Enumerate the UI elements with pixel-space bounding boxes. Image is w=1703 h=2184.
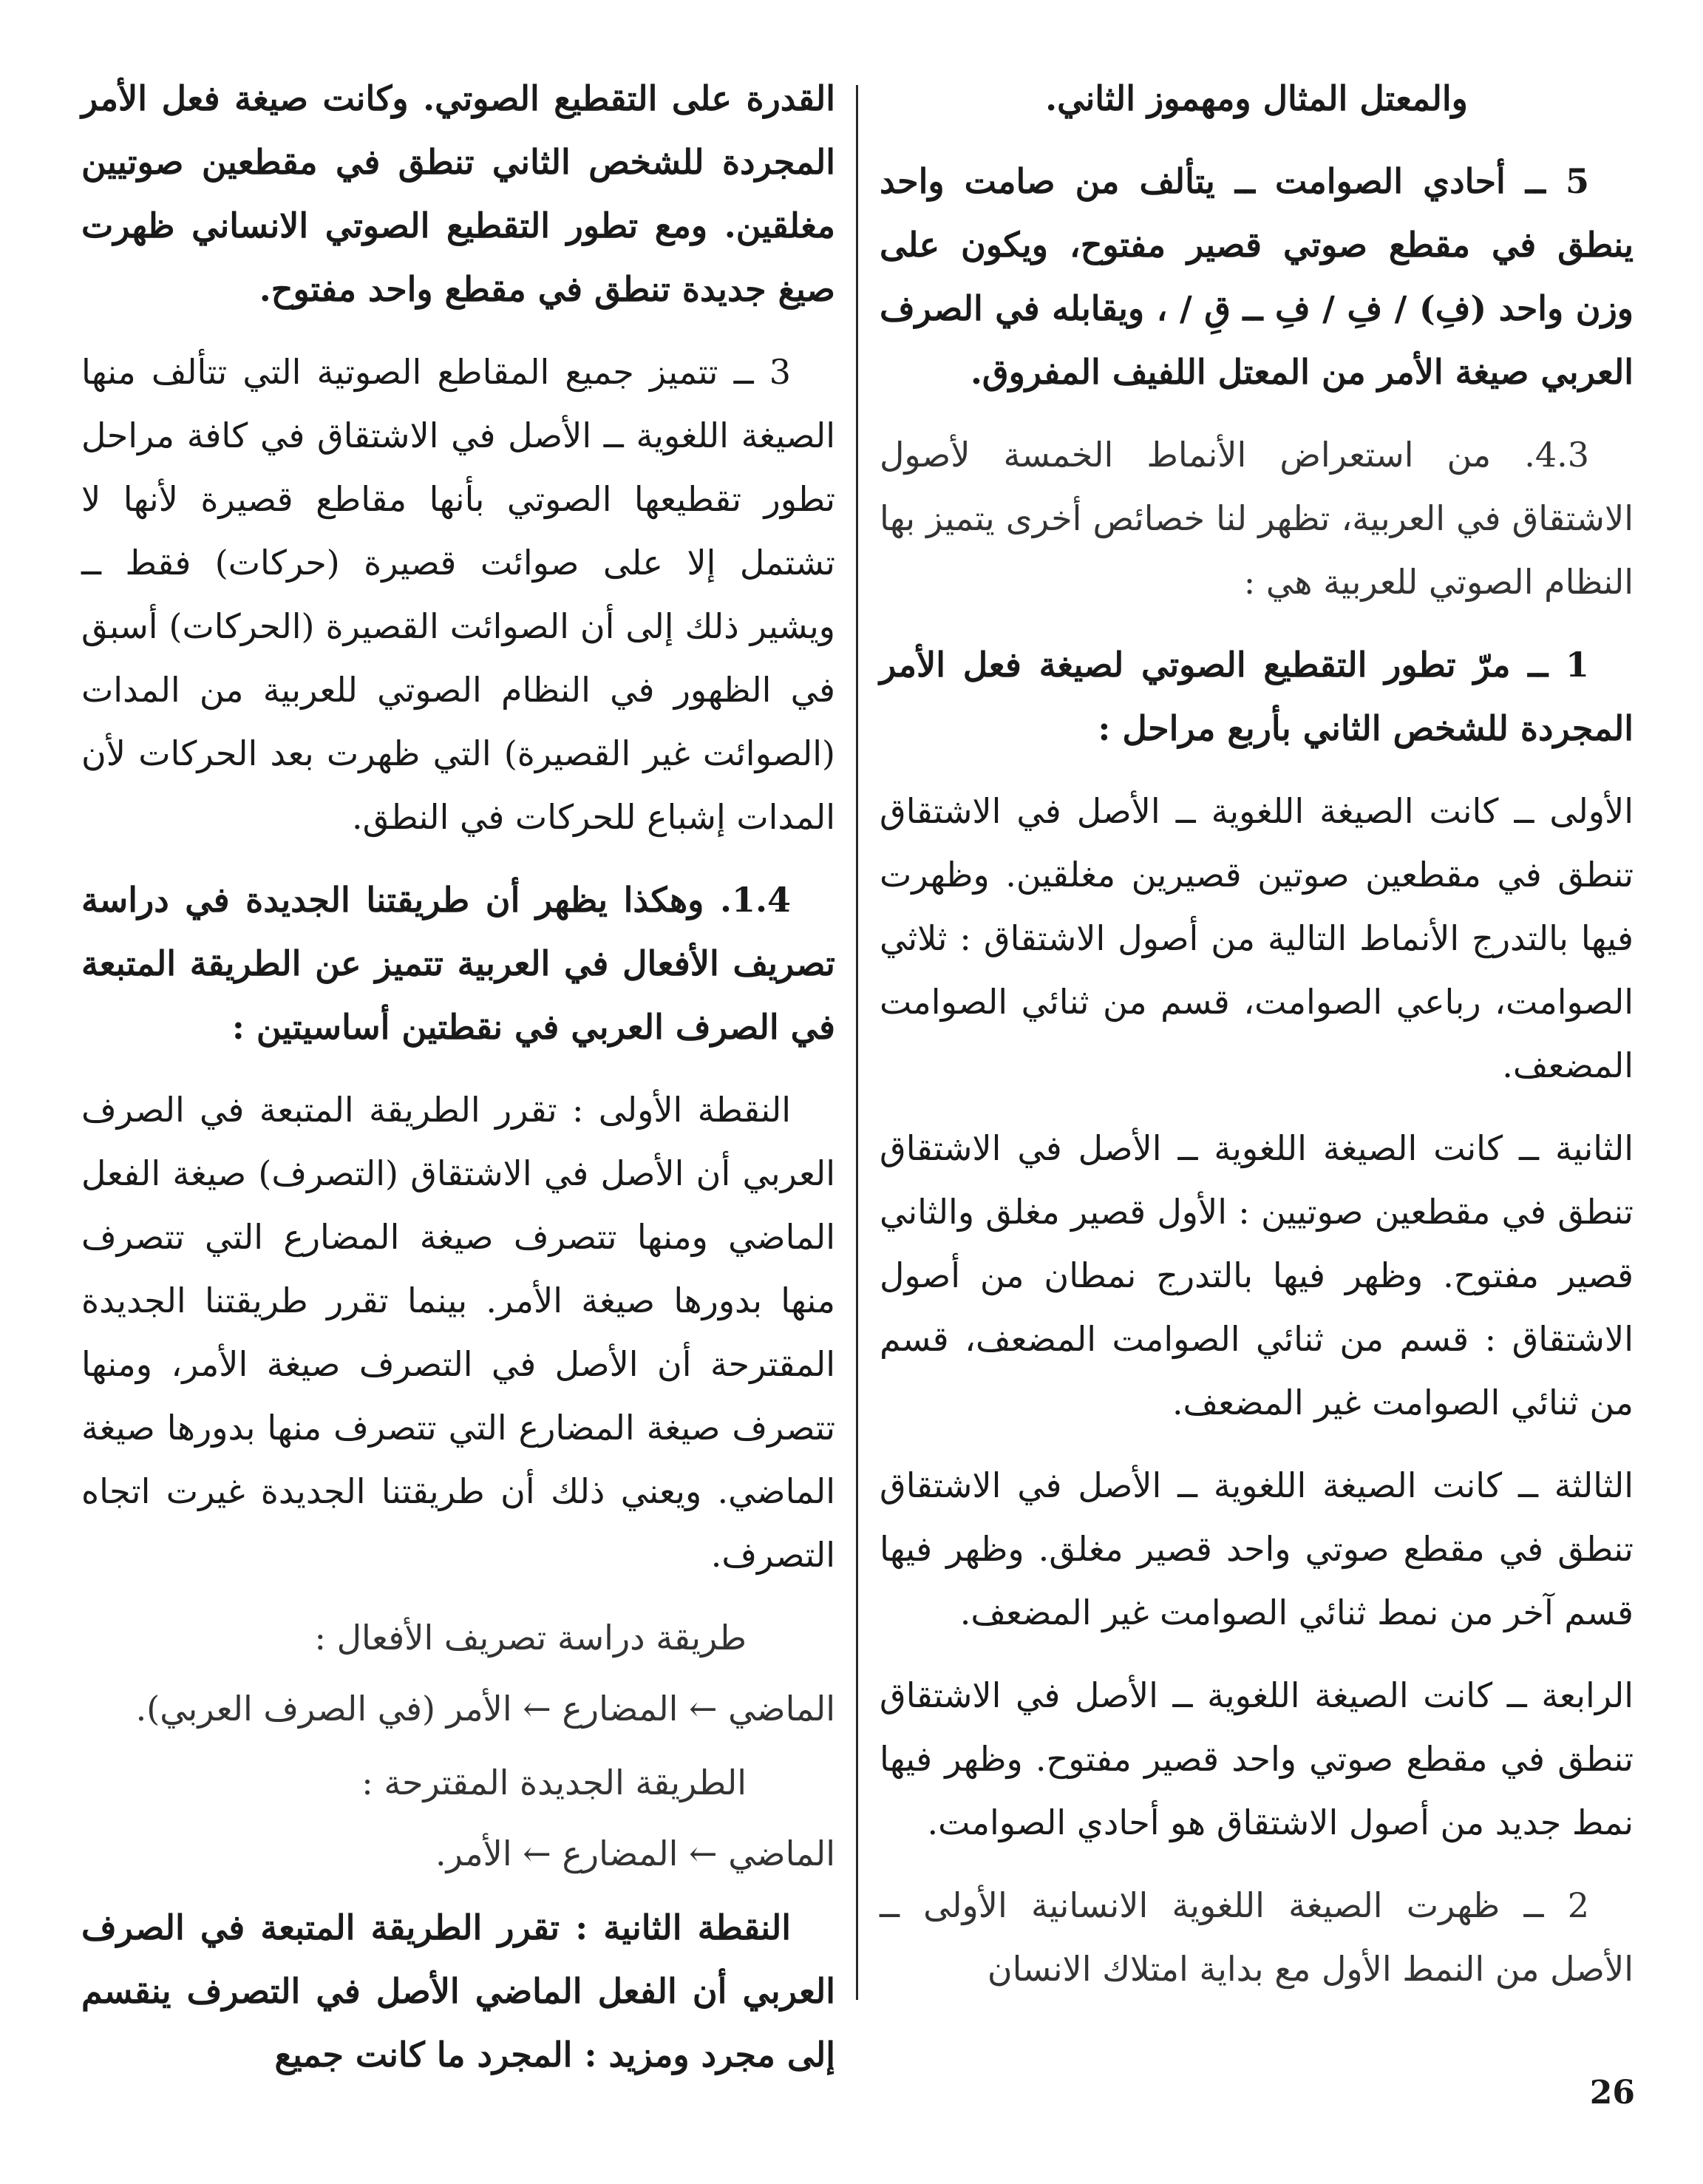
paragraph: النقطة الثانية : تقرر الطريقة المتبعة في الصرف العربي أن الفعل الماضي الأصل في التصرف ينقسم إلى مجرد ومزيد : المجرد ما كانت جميع (81, 1907, 835, 2075)
paragraph: 5 ــ أحادي الصوامت ــ يتألف من صامت واحد ينطق في مقطع صوتي قصير مفتوح، ويكون على وزن واحد (فِ) / فِ / فِ ــ قِ / ، ويقابله في الصرف العربي صيغة الأمر من المعتل اللفيف المفروق. (880, 161, 1634, 392)
paragraph: 4.3. من استعراض الأنماط الخمسة لأصول الاشتقاق في العربية، تظهر لنا خصائص أخرى يتميز بها النظام الصوتي للعربية هي : (880, 435, 1634, 602)
left-column (81, 67, 835, 2075)
paragraph: 1 ــ مرّ تطور التقطيع الصوتي لصيغة فعل الأمر المجردة للشخص الثاني بأربع مراحل : (880, 645, 1634, 748)
paragraph: النقطة الأولى : تقرر الطريقة المتبعة في الصرف العربي أن الأصل في الاشتقاق (التصرف) صيغة الفعل الماضي ومنها تتصرف صيغة المضارع التي تتصرف منها بدورها صيغة الأمر. بينما تقرر طريقتنا الجديدة المقترحة أن الأصل في التصرف صيغة الأمر، ومنها تتصرف صيغة المضارع التي تتصرف منها بدورها صيغة الماضي. ويعني ذلك أن طريقتنا الجديدة غيرت اتجاه التصرف. (81, 1090, 835, 1575)
page-number: 26 (1589, 2074, 1635, 2112)
paragraph: الرابعة ــ كانت الصيغة اللغوية ــ الأصل في الاشتقاق تنطق في مقطع صوتي واحد قصير مفتوح. وظهر فيها نمط جديد من أصول الاشتقاق هو أحادي الصوامت. (880, 1675, 1634, 1842)
paragraph: الثانية ــ كانت الصيغة اللغوية ــ الأصل في الاشتقاق تنطق في مقطعين صوتيين : الأول قصير مغلق والثاني قصير مفتوح. وظهر فيها بالتدرج نمطان من أصول الاشتقاق : قسم من ثنائي الصوامت المضعف، قسم من ثنائي الصوامت غير المضعف. (880, 1128, 1634, 1422)
paragraph: القدرة على التقطيع الصوتي. وكانت صيغة فعل الأمر المجردة للشخص الثاني تنطق في مقطعين صوتيين مغلقين. ومع تطور التقطيع الصوتي الانساني ظهرت صيغ جديدة تنطق في مقطع واحد مفتوح. (81, 78, 835, 309)
paragraph: 2 ــ ظهرت الصيغة اللغوية الانسانية الأولى ــ الأصل من النمط الأول مع بداية امتلاك الانسان (880, 1885, 1634, 1989)
paragraph: والمعتل المثال ومهموز الثاني. (1045, 78, 1468, 118)
paragraph: الأولى ــ كانت الصيغة اللغوية ــ الأصل في الاشتقاق تنطق في مقطعين صوتين قصيرين مغلقين. وظهرت فيها بالتدرج الأنماط التالية من أصول الاشتقاق : ثلاثي الصوامت، رباعي الصوامت، قسم من ثنائي الصوامت المضعف. (880, 791, 1634, 1085)
column-divider (856, 85, 858, 2000)
paragraph: الثالثة ــ كانت الصيغة اللغوية ــ الأصل في الاشتقاق تنطق في مقطع صوتي واحد قصير مغلق. وظهر فيها قسم آخر من نمط ثنائي الصوامت غير المضعف. (880, 1465, 1634, 1632)
scheme-line: الماضي ← المضارع ← الأمر (في الصرف العربي). (135, 1689, 835, 1729)
paragraph: 1.4. وهكذا يظهر أن طريقتنا الجديدة في دراسة تصريف الأفعال في العربية تتميز عن الطريقة المتبعة في الصرف العربي في نقطتين أساسيتين : (81, 880, 835, 1047)
scheme-title: الطريقة الجديدة المقترحة : (361, 1763, 747, 1803)
right-column (880, 67, 1634, 2036)
paragraph: 3 ــ تتميز جميع المقاطع الصوتية التي تتألف منها الصيغة اللغوية ــ الأصل في الاشتقاق في كافة مراحل تطور تقطيعها الصوتي بأنها مقاطع قصيرة لأنها لا تشتمل إلا على صوائت قصيرة (حركات) فقط ــ ويشير ذلك إلى أن الصوائت القصيرة (الحركات) أسبق في الظهور في النظام الصوتي للعربية من المدات (الصوائت غير القصيرة) التي ظهرت بعد الحركات لأن المدات إشباع للحركات في النطق. (81, 352, 835, 837)
scheme-title: طريقة دراسة تصريف الأفعال : (314, 1618, 747, 1658)
scheme-line: الماضي ← المضارع ← الأمر. (435, 1834, 835, 1873)
